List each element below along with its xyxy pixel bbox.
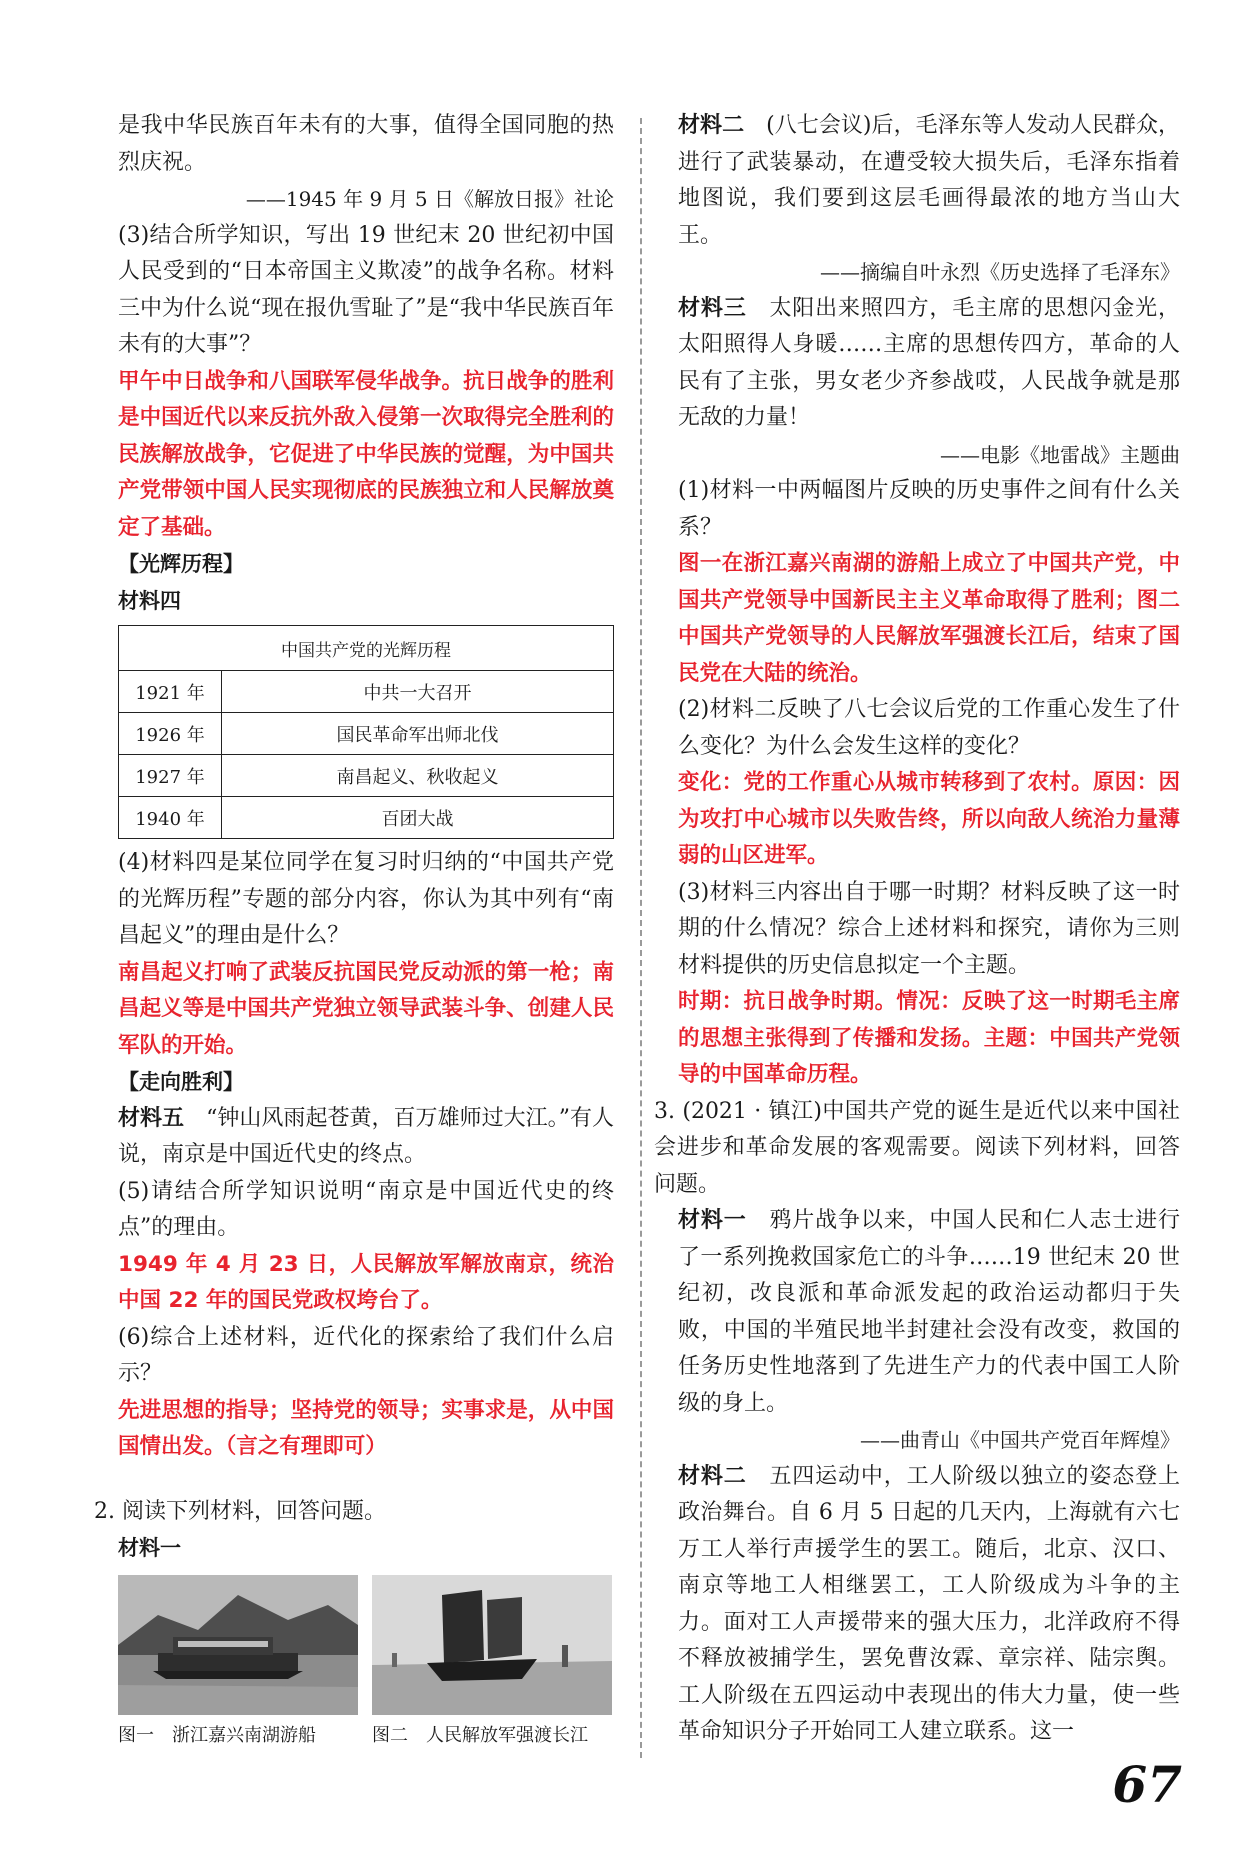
south-lake-boat-photo	[118, 1575, 358, 1715]
q3-material-1-text: 鸦片战争以来，中国人民和仁人志士进行了一系列挽救国家危亡的斗争……19 世纪末 20 世纪初，改良派和革命派发起的政治运动都归于失败，中国的半殖民地半封建社会没有改变，救国的任务历史性地落到了先进生产力的代表中国工人阶级的身上。	[678, 1208, 1180, 1416]
section-toward-victory: 【走向胜利】	[118, 1070, 244, 1094]
q2-material-1-label: 材料一	[118, 1536, 181, 1560]
material-5	[118, 1101, 614, 1174]
answer-5: 1949 年 4 月 23 日，人民解放军解放南京，统治中国 22 年的国民党政权垮台了。	[118, 1251, 614, 1313]
intro-text: 是我中华民族百年未有的大事，值得全国同胞的热烈庆祝。	[118, 113, 614, 175]
q3-material-1-label: 材料一	[678, 1208, 747, 1233]
table-year: 1921 年	[119, 671, 222, 713]
question-2-title: 2. 阅读下列材料，回答问题。	[94, 1498, 386, 1524]
question-2: (2)材料二反映了八七会议后党的工作重心发生了什么变化？为什么会发生这样的变化？	[678, 697, 1180, 759]
table-title: 中国共产党的光辉历程	[119, 626, 614, 671]
material-5-text: “钟山风雨起苍黄，百万雄师过大江。”有人说，南京是中国近代史的终点。	[118, 1105, 614, 1167]
left-column	[94, 108, 614, 1751]
table-event: 国民革命军出师北伐	[222, 713, 614, 755]
figures	[118, 1575, 614, 1751]
answer-3-right: 时期：抗日战争时期。情况：反映了这一时期毛主席的思想主张得到了传播和发扬。主题：中国共产党领导的中国革命历程。	[678, 989, 1180, 1087]
section-glorious-history: 【光辉历程】	[118, 552, 244, 576]
answer-4: 南昌起义打响了武装反抗国民党反动派的第一枪；南昌起义等是中国共产党独立领导武装斗争、创建人民军队的开始。	[118, 959, 614, 1058]
answer-1: 图一在浙江嘉兴南湖的游船上成立了中国共产党，中国共产党领导中国新民主主义革命取得了胜利；图二中国共产党领导的人民解放军强渡长江后，结束了国民党在大陆的统治。	[678, 551, 1180, 686]
q3-material-2-label: 材料二	[678, 1463, 747, 1489]
q3-material-2	[678, 1459, 1180, 1751]
question-3-right: (3)材料三内容出自于哪一时期？材料反映了这一时期的什么情况？综合上述材料和探究，请你为三则材料提供的历史信息拟定一个主题。	[678, 879, 1180, 978]
answer-6: 先进思想的指导；坚持党的领导；实事求是，从中国国情出发。（言之有理即可）	[118, 1397, 614, 1459]
q3-material-2-text: 五四运动中，工人阶级以独立的姿态登上政治舞台。自 6 月 5 日起的几天内，上海就有六七万工人举行声援学生的罢工。随后，北京、汉口、南京等地工人相继罢工，工人阶级成为斗争的主力。面对工人声援带来的强大压力，北洋政府不得不释放被捕学生，罢免曹汝霖、章宗祥、陆宗舆。工人阶级在五四运动中表现出的伟大力量，使一些革命知识分子开始同工人建立联系。这一	[678, 1463, 1180, 1744]
yangtze-crossing-photo	[372, 1575, 612, 1715]
material-2-text: (八七会议)后，毛泽东等人发动人民群众，进行了武装暴动，在遭受较大损失后，毛泽东指着地图说，我们要到这层毛画得最浓的地方当山大王。	[678, 113, 1180, 248]
material-3-label: 材料三	[678, 295, 747, 321]
q3-material-1	[678, 1203, 1180, 1422]
material-5-label: 材料五	[118, 1105, 185, 1131]
table-event: 南昌起义、秋收起义	[222, 755, 614, 797]
answer-2: 变化：党的工作重心从城市转移到了农村。原因：因为攻打中心城市以失败告终，所以向敌人统治力量薄弱的山区进军。	[678, 770, 1180, 868]
table-row	[119, 797, 614, 839]
history-table	[118, 625, 614, 839]
table-event: 中共一大召开	[222, 671, 614, 713]
table-year: 1926 年	[119, 713, 222, 755]
material-2-source: ——摘编自叶永烈《历史选择了毛泽东》	[820, 260, 1180, 284]
page-number: 67	[1112, 1755, 1182, 1814]
right-column	[654, 108, 1180, 1751]
intro-source: ——1945 年 9 月 5 日《解放日报》社论	[245, 187, 614, 211]
question-3-title: 3. (2021 · 镇江)中国共产党的诞生是近代以来中国社会进步和革命发展的客观需要。阅读下列材料，回答问题。	[654, 1098, 1180, 1197]
question-4: (4)材料四是某位同学在复习时归纳的“中国共产党的光辉历程”专题的部分内容，你认为其中列有“南昌起义”的理由是什么？	[118, 850, 614, 948]
answer-3: 甲午中日战争和八国联军侵华战争。抗日战争的胜利是中国近代以来反抗外敌入侵第一次取得完全胜利的民族解放战争，它促进了中华民族的觉醒，为中国共产党带领中国人民实现彻底的民族独立和人民解放奠定了基础。	[118, 368, 614, 540]
table-year: 1927 年	[119, 755, 222, 797]
question-1: (1)材料一中两幅图片反映的历史事件之间有什么关系？	[678, 478, 1180, 540]
material-2	[678, 108, 1180, 254]
figure-1-caption: 图一 浙江嘉兴南湖游船	[118, 1724, 316, 1746]
table-row	[119, 713, 614, 755]
material-4-label: 材料四	[118, 588, 181, 613]
question-5: (5)请结合所学知识说明“南京是中国近代史的终点”的理由。	[118, 1178, 614, 1240]
table-event: 百团大战	[222, 797, 614, 839]
material-3	[678, 291, 1180, 437]
question-6: (6)综合上述材料，近代化的探索给了我们什么启示？	[118, 1324, 614, 1386]
question-3: (3)结合所学知识，写出 19 世纪末 20 世纪初中国人民受到的“日本帝国主义欺凌”的战争名称。材料三中为什么说“现在报仇雪耻了”是“我中华民族百年未有的大事”？	[118, 222, 614, 357]
table-year: 1940 年	[119, 797, 222, 839]
column-divider	[640, 118, 642, 1758]
figure-1	[118, 1575, 358, 1751]
figure-2-caption: 图二 人民解放军强渡长江	[372, 1724, 588, 1746]
material-3-source: ——电影《地雷战》主题曲	[940, 442, 1180, 467]
table-row	[119, 671, 614, 713]
table-row	[119, 755, 614, 797]
q3-material-1-source: ——曲青山《中国共产党百年辉煌》	[860, 1428, 1180, 1452]
material-2-label: 材料二	[678, 113, 745, 138]
figure-2	[372, 1575, 612, 1751]
material-3-text: 太阳出来照四方，毛主席的思想闪金光，太阳照得人身暖……主席的思想传四方，革命的人民有了主张，男女老少齐参战哎，人民战争就是那无敌的力量！	[678, 295, 1180, 430]
